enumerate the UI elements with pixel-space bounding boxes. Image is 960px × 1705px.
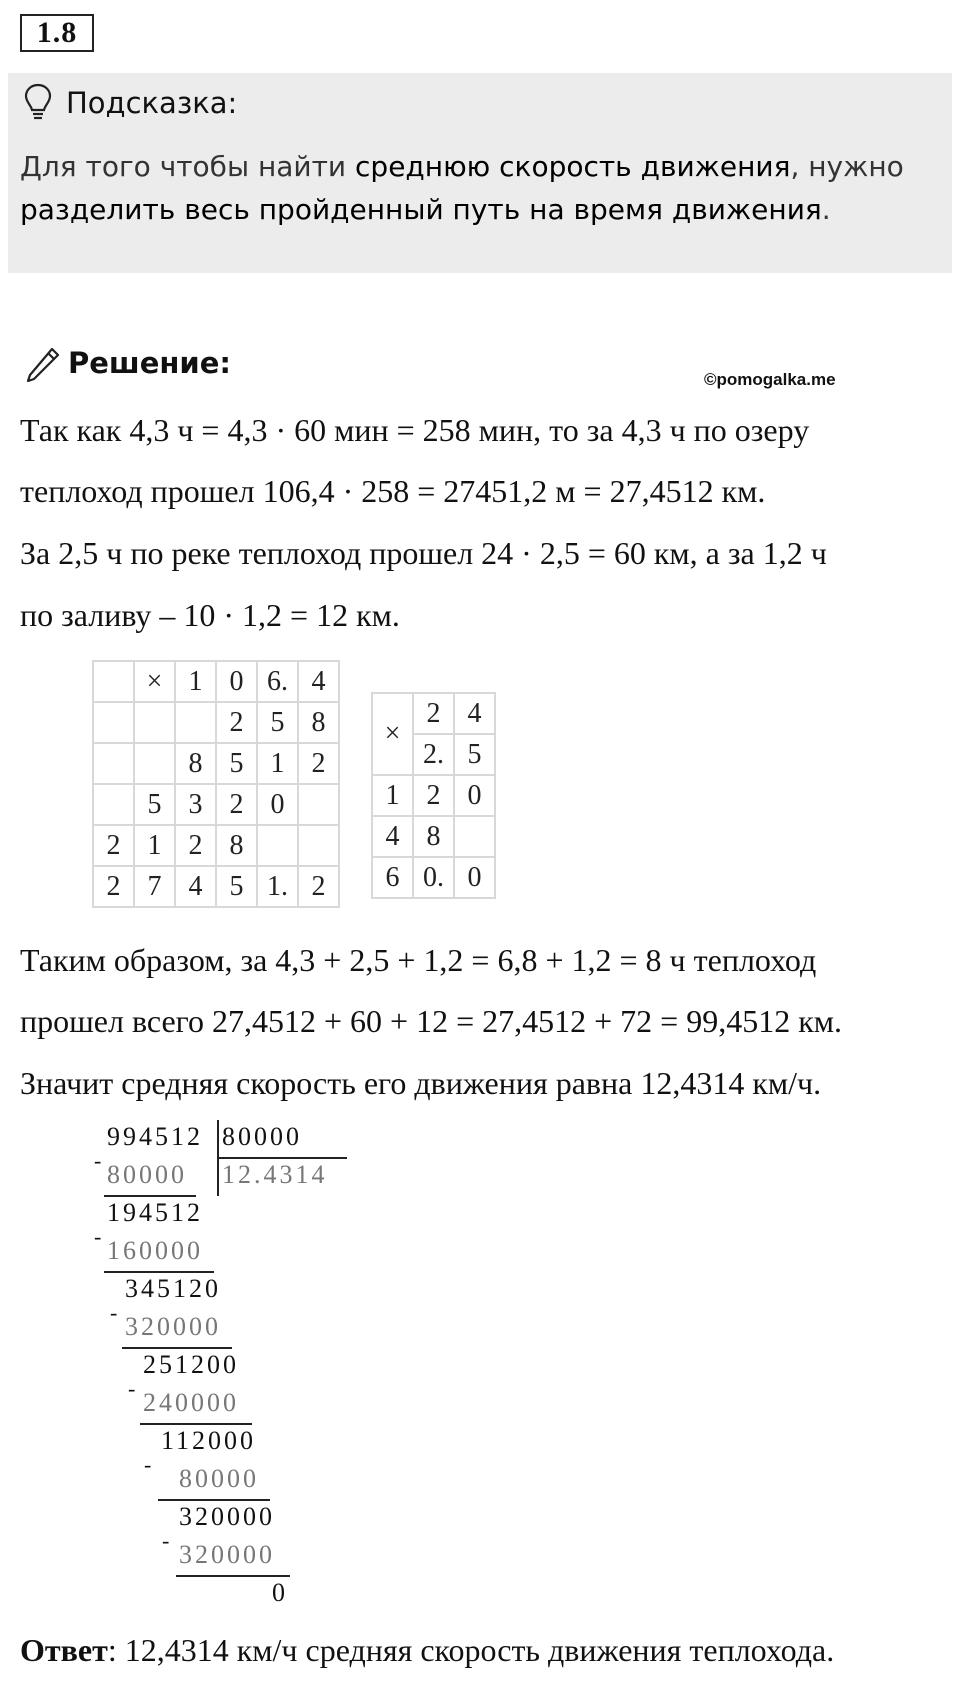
answer-text: : 12,4314 км/ч средняя скорость движения теплохода.	[107, 1632, 835, 1668]
grid-cell: 2	[413, 693, 454, 734]
grid-cell: 1	[257, 743, 298, 784]
subtrahend: 320000	[125, 1312, 221, 1341]
grid-cell: 8	[413, 816, 454, 857]
subtrahend: 80000	[179, 1464, 259, 1493]
hint-line-1	[20, 150, 904, 183]
quotient: 12.4314	[222, 1160, 328, 1189]
solution-line: За 2,5 ч по реке теплоход прошел 24 · 2,5 = 60 км, а за 1,2 ч	[20, 535, 827, 571]
grid-cell: 5	[454, 734, 495, 775]
dividend: 994512	[107, 1122, 203, 1151]
grid-cell: 1	[134, 825, 175, 866]
grid-cell: 2	[216, 702, 257, 743]
remainder: 251200	[143, 1350, 239, 1379]
minus-sign: -	[94, 1224, 102, 1249]
minus-sign: -	[128, 1376, 136, 1401]
remainder: 194512	[107, 1198, 203, 1227]
watermark: ©pomogalka.me	[704, 370, 836, 389]
grid-cell: 2	[175, 825, 216, 866]
grid-cell	[134, 743, 175, 784]
hint-title: Подсказка:	[66, 86, 238, 120]
grid-cell: 5	[216, 743, 257, 784]
minus-sign: -	[110, 1300, 118, 1325]
grid-cell	[93, 661, 134, 702]
grid-cell: 0	[454, 857, 495, 898]
answer-line	[20, 1632, 834, 1669]
grid-cell	[298, 784, 339, 825]
hint-key-phrase: разделить весь пройденный путь на время движения	[20, 193, 822, 226]
step-line	[104, 1271, 214, 1273]
minus-sign: -	[144, 1452, 152, 1477]
step-line	[122, 1347, 232, 1349]
step-line	[104, 1195, 196, 1197]
grid-cell: 8	[216, 825, 257, 866]
grid-cell: 2	[298, 866, 339, 907]
grid-cell: 6.	[257, 661, 298, 702]
multiply-sign: ×	[134, 661, 175, 702]
hint-text: .	[821, 193, 831, 226]
grid-cell: 2	[93, 866, 134, 907]
grid-cell	[93, 702, 134, 743]
grid-cell: 5	[216, 866, 257, 907]
conclusion-line: Таким образом, за 4,3 + 2,5 + 1,2 = 6,8 + 1,2 = 8 ч теплоход	[20, 942, 817, 978]
multiplication-grid-1	[92, 660, 340, 908]
grid-cell: 8	[175, 743, 216, 784]
grid-cell	[134, 702, 175, 743]
grid-cell	[93, 784, 134, 825]
grid-cell	[175, 702, 216, 743]
divisor-underline	[219, 1157, 347, 1159]
minus-sign: -	[162, 1528, 170, 1553]
remainder: 112000	[161, 1426, 257, 1455]
subtrahend: 160000	[107, 1236, 203, 1265]
grid-cell: 6	[372, 857, 413, 898]
grid-cell: 2	[413, 775, 454, 816]
answer-label: Ответ	[20, 1632, 108, 1668]
hint-key-phrase: среднюю скорость движения	[355, 150, 791, 183]
solution-line: по заливу – 10 · 1,2 = 12 км.	[20, 597, 400, 633]
solution-title: Решение:	[68, 346, 232, 380]
solution-line: Так как 4,3 ч = 4,3 · 60 мин = 258 мин, то за 4,3 ч по озеру	[20, 412, 810, 448]
grid-cell: 5	[257, 702, 298, 743]
grid-cell: 3	[175, 784, 216, 825]
step-line	[176, 1575, 290, 1577]
final-remainder: 0	[272, 1578, 288, 1607]
grid-cell: 4	[372, 816, 413, 857]
grid-cell: 2	[216, 784, 257, 825]
subtrahend: 320000	[179, 1540, 275, 1569]
multiplication-grid-2	[371, 692, 496, 899]
grid-cell: 2	[93, 825, 134, 866]
hint-line-2	[20, 193, 831, 226]
lightbulb-icon	[22, 82, 54, 122]
multiply-sign: ×	[372, 693, 413, 775]
grid-cell	[257, 825, 298, 866]
grid-cell: 5	[134, 784, 175, 825]
hint-text: , нужно	[790, 150, 904, 183]
conclusion-line: прошел всего 27,4512 + 60 + 12 = 27,4512 + 72 = 99,4512 км.	[20, 1003, 843, 1039]
grid-cell: 2.	[413, 734, 454, 775]
grid-cell: 0.	[413, 857, 454, 898]
hint-text: Для того чтобы найти	[20, 150, 356, 183]
grid-cell: 4	[454, 693, 495, 734]
minus-sign: -	[94, 1148, 102, 1173]
grid-cell: 8	[298, 702, 339, 743]
grid-cell: 4	[298, 661, 339, 702]
grid-cell: 1	[175, 661, 216, 702]
step-line	[140, 1423, 252, 1425]
solution-line: теплоход прошел 106,4 · 258 = 27451,2 м = 27,4512 км.	[20, 473, 766, 509]
grid-cell: 0	[454, 775, 495, 816]
subtrahend: 240000	[143, 1388, 239, 1417]
conclusion-line: Значит средняя скорость его движения равна 12,4314 км/ч.	[20, 1065, 822, 1101]
grid-cell: 7	[134, 866, 175, 907]
grid-cell	[454, 816, 495, 857]
remainder: 345120	[125, 1274, 221, 1303]
pencil-icon	[22, 343, 62, 383]
grid-cell	[298, 825, 339, 866]
grid-cell: 1	[372, 775, 413, 816]
grid-cell: 0	[216, 661, 257, 702]
step-line	[158, 1499, 270, 1501]
remainder: 320000	[179, 1502, 275, 1531]
grid-cell: 2	[298, 743, 339, 784]
grid-cell: 4	[175, 866, 216, 907]
task-number-badge: 1.8	[20, 14, 94, 52]
grid-cell: 1.	[257, 866, 298, 907]
subtrahend: 80000	[107, 1160, 187, 1189]
grid-cell	[93, 743, 134, 784]
grid-cell: 0	[257, 784, 298, 825]
divisor: 80000	[222, 1122, 302, 1151]
